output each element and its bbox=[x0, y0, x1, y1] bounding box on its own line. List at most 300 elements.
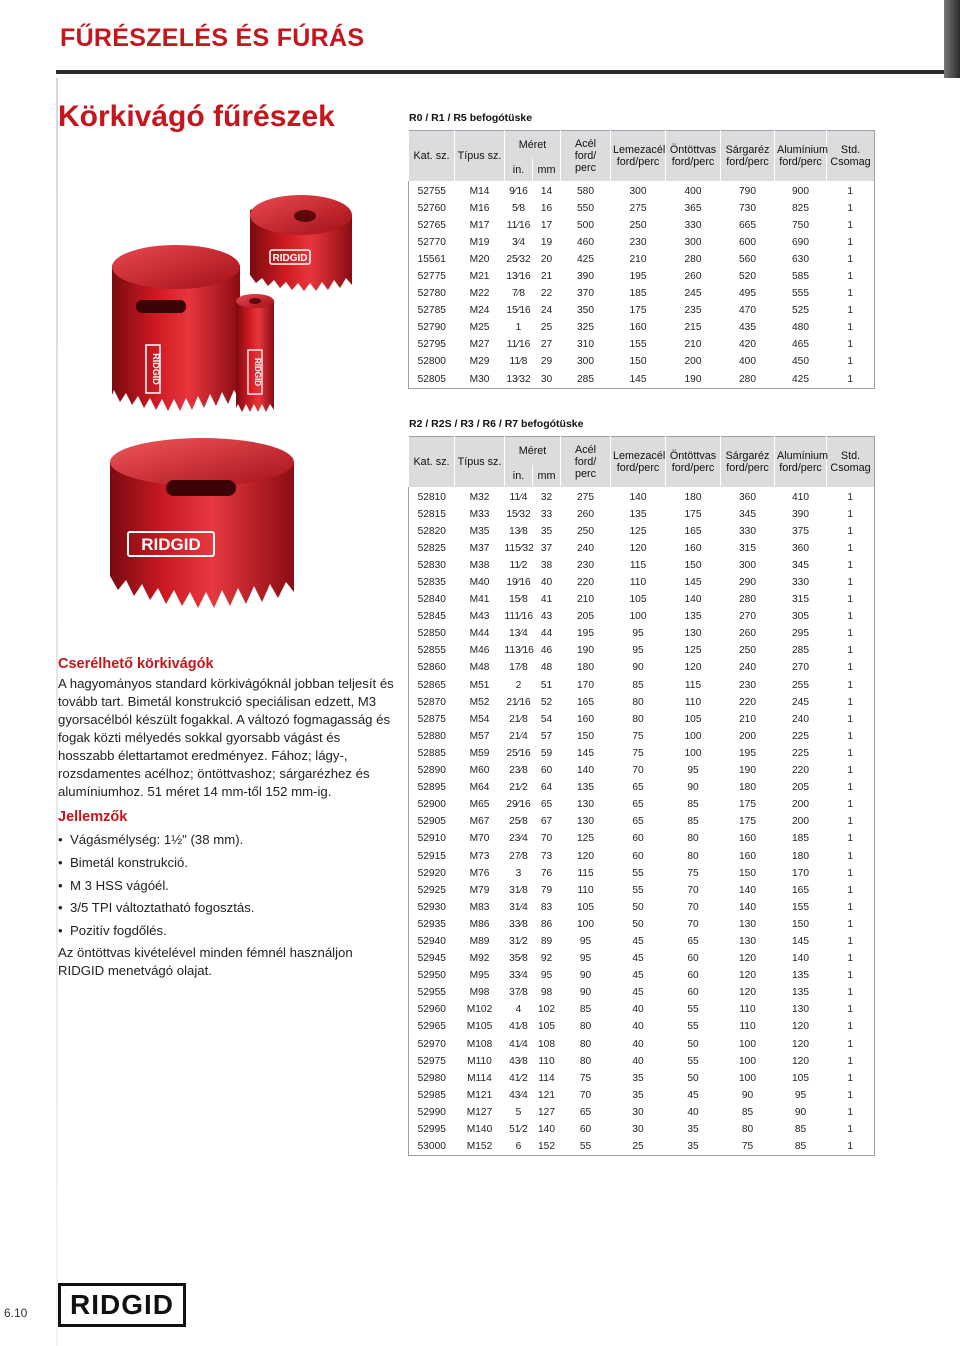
cell-sheet-rpm: 45 bbox=[632, 935, 644, 947]
cell-size-in: 41⁄2 bbox=[509, 1072, 528, 1084]
col-header-acel: Acél ford/ perc bbox=[561, 131, 611, 181]
cell-steel-rpm: 130 bbox=[577, 816, 595, 828]
cell-type-no: M140 bbox=[466, 1124, 493, 1136]
cell-size-in: 23⁄4 bbox=[509, 833, 528, 845]
table-row bbox=[409, 1104, 875, 1121]
cell-std-pack: 1 bbox=[847, 594, 854, 606]
cell-steel-rpm: 160 bbox=[577, 713, 595, 725]
cell-castiron-rpm: 60 bbox=[687, 970, 699, 982]
cell-alu-rpm: 90 bbox=[794, 1106, 807, 1118]
cell-brass-rpm: 360 bbox=[739, 491, 757, 503]
cell-std-pack: 1 bbox=[847, 1021, 854, 1033]
cell-type-no: M27 bbox=[469, 339, 490, 351]
cell-std-pack: 1 bbox=[847, 679, 854, 691]
cell-type-no: M21 bbox=[469, 271, 490, 283]
cell-sheet-rpm: 65 bbox=[632, 799, 644, 811]
cell-sheet-rpm: 30 bbox=[632, 1106, 644, 1118]
cell-brass-rpm: 240 bbox=[739, 662, 757, 674]
cell-castiron-rpm: 85 bbox=[687, 799, 699, 811]
cell-alu-rpm: 240 bbox=[792, 713, 810, 725]
table-row bbox=[409, 847, 875, 864]
cell-brass-rpm: 90 bbox=[741, 1089, 754, 1101]
table2-caption: R2 / R2S / R3 / R6 / R7 befogótüske bbox=[409, 418, 584, 430]
cell-alu-rpm: 450 bbox=[792, 356, 810, 368]
cell-size-in: 115⁄32 bbox=[504, 542, 534, 554]
cell-std-pack: 1 bbox=[847, 1106, 854, 1118]
cell-castiron-rpm: 210 bbox=[684, 339, 702, 351]
table-row bbox=[409, 251, 875, 268]
col-header-mm: mm bbox=[533, 465, 561, 487]
cell-castiron-rpm: 165 bbox=[684, 525, 702, 537]
cell-castiron-rpm: 80 bbox=[687, 833, 699, 845]
cell-castiron-rpm: 115 bbox=[684, 679, 702, 691]
cell-sheet-rpm: 185 bbox=[629, 288, 647, 300]
cell-castiron-rpm: 245 bbox=[684, 288, 702, 300]
table-row bbox=[409, 694, 875, 711]
cell-castiron-rpm: 45 bbox=[687, 1089, 699, 1101]
feature-item: • Vágásmélység: 1½" (38 mm). bbox=[58, 829, 398, 852]
cell-castiron-rpm: 190 bbox=[684, 373, 702, 385]
cell-size-mm: 89 bbox=[540, 935, 553, 947]
cell-sheet-rpm: 175 bbox=[629, 305, 647, 317]
cell-type-no: M32 bbox=[469, 491, 490, 503]
cell-cat-no: 52950 bbox=[417, 970, 446, 982]
cell-alu-rpm: 85 bbox=[794, 1124, 807, 1136]
cell-std-pack: 1 bbox=[847, 219, 854, 231]
bullet-icon: • bbox=[58, 877, 63, 893]
cell-sheet-rpm: 135 bbox=[629, 508, 647, 520]
bullet-icon: • bbox=[58, 832, 63, 847]
cell-type-no: M83 bbox=[469, 901, 490, 913]
cell-size-mm: 152 bbox=[538, 1141, 555, 1153]
table-row bbox=[409, 830, 875, 847]
cell-cat-no: 15561 bbox=[417, 253, 446, 265]
cell-alu-rpm: 315 bbox=[792, 594, 810, 606]
cell-brass-rpm: 100 bbox=[739, 1072, 757, 1084]
cell-castiron-rpm: 55 bbox=[687, 1004, 699, 1016]
cell-type-no: M51 bbox=[469, 679, 490, 691]
cell-size-mm: 51 bbox=[540, 679, 553, 691]
cell-size-in: 41⁄4 bbox=[509, 1038, 528, 1050]
cell-alu-rpm: 390 bbox=[792, 508, 810, 520]
cell-sheet-rpm: 60 bbox=[632, 850, 644, 862]
cell-alu-rpm: 255 bbox=[792, 679, 810, 691]
table-row bbox=[409, 574, 875, 591]
cell-type-no: M152 bbox=[466, 1141, 493, 1153]
cell-size-in: 21⁄8 bbox=[509, 713, 528, 725]
cell-size-mm: 33 bbox=[540, 508, 553, 520]
cell-size-mm: 46 bbox=[540, 645, 553, 657]
cell-alu-rpm: 130 bbox=[792, 1004, 810, 1016]
cell-castiron-rpm: 330 bbox=[684, 219, 702, 231]
cell-alu-rpm: 295 bbox=[792, 628, 810, 640]
table-row bbox=[409, 217, 875, 234]
cell-std-pack: 1 bbox=[847, 356, 854, 368]
cell-steel-rpm: 120 bbox=[577, 850, 595, 862]
cell-steel-rpm: 85 bbox=[579, 1004, 592, 1016]
cell-castiron-rpm: 300 bbox=[684, 236, 702, 248]
cell-brass-rpm: 330 bbox=[739, 525, 757, 537]
cell-steel-rpm: 285 bbox=[577, 373, 595, 385]
cell-std-pack: 1 bbox=[847, 816, 854, 828]
cell-sheet-rpm: 155 bbox=[629, 339, 647, 351]
cell-castiron-rpm: 70 bbox=[687, 884, 699, 896]
cell-type-no: M73 bbox=[469, 850, 490, 862]
cell-size-in: 25⁄8 bbox=[509, 816, 528, 828]
cell-cat-no: 52945 bbox=[417, 953, 446, 965]
cell-size-in: 1 bbox=[515, 322, 522, 334]
cell-std-pack: 1 bbox=[847, 645, 854, 657]
cell-steel-rpm: 240 bbox=[577, 542, 595, 554]
cell-type-no: M35 bbox=[469, 525, 490, 537]
table-row bbox=[409, 711, 875, 728]
cell-std-pack: 1 bbox=[847, 253, 854, 265]
col-header-tipus: Típus sz. bbox=[455, 131, 505, 181]
cell-alu-rpm: 345 bbox=[792, 559, 810, 571]
table-row bbox=[409, 865, 875, 882]
cell-castiron-rpm: 110 bbox=[684, 696, 702, 708]
cell-cat-no: 52930 bbox=[417, 901, 446, 913]
cell-castiron-rpm: 125 bbox=[684, 645, 702, 657]
cell-brass-rpm: 100 bbox=[739, 1055, 757, 1067]
cell-brass-rpm: 495 bbox=[739, 288, 757, 300]
cell-steel-rpm: 190 bbox=[577, 645, 595, 657]
cell-size-mm: 65 bbox=[540, 799, 553, 811]
cell-sheet-rpm: 35 bbox=[632, 1089, 644, 1101]
cell-castiron-rpm: 235 bbox=[684, 305, 702, 317]
cell-cat-no: 52870 bbox=[417, 696, 446, 708]
cell-type-no: M46 bbox=[469, 645, 490, 657]
cell-brass-rpm: 120 bbox=[739, 953, 757, 965]
cell-size-in: 7⁄8 bbox=[511, 288, 526, 300]
cell-std-pack: 1 bbox=[847, 628, 854, 640]
cell-alu-rpm: 225 bbox=[792, 730, 810, 742]
cell-size-mm: 114 bbox=[538, 1072, 555, 1084]
cell-size-in: 11⁄4 bbox=[509, 491, 528, 503]
cell-type-no: M59 bbox=[469, 747, 490, 759]
cell-cat-no: 52940 bbox=[417, 935, 446, 947]
cell-castiron-rpm: 180 bbox=[684, 491, 702, 503]
table-row bbox=[409, 1121, 875, 1138]
cell-size-in: 9⁄16 bbox=[509, 185, 528, 197]
corner-accent bbox=[944, 0, 960, 78]
cell-brass-rpm: 345 bbox=[739, 508, 757, 520]
cell-alu-rpm: 200 bbox=[792, 816, 810, 828]
cell-steel-rpm: 90 bbox=[579, 987, 592, 999]
cell-brass-rpm: 130 bbox=[739, 918, 757, 930]
cell-brass-rpm: 110 bbox=[739, 1004, 756, 1016]
table-row bbox=[409, 1001, 875, 1018]
cell-type-no: M65 bbox=[469, 799, 490, 811]
col-header-aluminium: Alumínium ford/perc bbox=[775, 131, 827, 181]
cell-std-pack: 1 bbox=[847, 730, 854, 742]
cell-steel-rpm: 135 bbox=[577, 782, 595, 794]
cell-steel-rpm: 205 bbox=[577, 611, 595, 623]
cell-steel-rpm: 110 bbox=[577, 884, 594, 896]
cell-steel-rpm: 95 bbox=[579, 935, 592, 947]
cell-size-in: 11⁄16 bbox=[506, 219, 531, 231]
cell-cat-no: 52905 bbox=[417, 816, 446, 828]
table-row bbox=[409, 762, 875, 779]
cell-castiron-rpm: 40 bbox=[687, 1106, 699, 1118]
cell-size-mm: 105 bbox=[538, 1021, 555, 1033]
cell-steel-rpm: 390 bbox=[577, 271, 595, 283]
cell-cat-no: 52825 bbox=[417, 542, 446, 554]
cell-alu-rpm: 180 bbox=[792, 850, 810, 862]
cell-steel-rpm: 70 bbox=[579, 1089, 592, 1101]
cell-alu-rpm: 85 bbox=[794, 1141, 807, 1153]
cell-size-in: 29⁄16 bbox=[506, 799, 531, 811]
cell-sheet-rpm: 105 bbox=[629, 594, 647, 606]
cell-size-mm: 48 bbox=[540, 662, 553, 674]
cell-cat-no: 52790 bbox=[417, 322, 446, 334]
cell-castiron-rpm: 95 bbox=[687, 765, 699, 777]
cell-type-no: M121 bbox=[466, 1089, 493, 1101]
table-row bbox=[409, 642, 875, 659]
cell-type-no: M60 bbox=[469, 765, 490, 777]
cell-std-pack: 1 bbox=[847, 508, 854, 520]
table-row bbox=[409, 659, 875, 676]
col-header-sargarez: Sárgaréz ford/perc bbox=[721, 437, 775, 487]
table-row bbox=[409, 1070, 875, 1087]
cell-type-no: M17 bbox=[469, 219, 490, 231]
cell-size-mm: 22 bbox=[540, 288, 553, 300]
table-row bbox=[409, 933, 875, 950]
cell-sheet-rpm: 55 bbox=[632, 884, 644, 896]
table-row bbox=[409, 353, 875, 370]
cell-type-no: M16 bbox=[469, 202, 490, 214]
cell-sheet-rpm: 90 bbox=[632, 662, 644, 674]
cell-alu-rpm: 120 bbox=[792, 1038, 810, 1050]
cell-std-pack: 1 bbox=[847, 1072, 854, 1084]
cell-type-no: M29 bbox=[469, 356, 490, 368]
cell-size-mm: 108 bbox=[538, 1038, 555, 1050]
cell-size-mm: 41 bbox=[540, 594, 553, 606]
col-header-aluminium: Alumínium ford/perc bbox=[775, 437, 827, 487]
cell-type-no: M89 bbox=[469, 935, 490, 947]
cell-size-in: 6 bbox=[515, 1141, 522, 1153]
cell-std-pack: 1 bbox=[847, 288, 854, 300]
cell-type-no: M19 bbox=[469, 236, 490, 248]
features-list bbox=[58, 829, 398, 943]
cell-cat-no: 52765 bbox=[417, 219, 446, 231]
cell-size-mm: 83 bbox=[540, 901, 553, 913]
cell-brass-rpm: 100 bbox=[739, 1038, 757, 1050]
cell-alu-rpm: 120 bbox=[792, 1021, 810, 1033]
cell-std-pack: 1 bbox=[847, 713, 854, 725]
table-row bbox=[409, 813, 875, 830]
cell-sheet-rpm: 110 bbox=[629, 577, 647, 589]
cell-alu-rpm: 330 bbox=[792, 577, 810, 589]
cell-cat-no: 52890 bbox=[417, 765, 446, 777]
cell-size-mm: 52 bbox=[540, 696, 553, 708]
cell-sheet-rpm: 80 bbox=[632, 696, 644, 708]
cell-type-no: M70 bbox=[469, 833, 490, 845]
cell-size-in: 13⁄8 bbox=[509, 525, 528, 537]
cell-size-in: 21⁄16 bbox=[506, 696, 531, 708]
cell-type-no: M127 bbox=[466, 1106, 493, 1118]
cell-sheet-rpm: 25 bbox=[632, 1141, 644, 1153]
cell-castiron-rpm: 150 bbox=[684, 559, 702, 571]
cell-sheet-rpm: 70 bbox=[632, 765, 644, 777]
svg-text:RIDGID: RIDGID bbox=[253, 358, 262, 386]
cell-std-pack: 1 bbox=[847, 833, 854, 845]
cell-std-pack: 1 bbox=[847, 185, 854, 197]
cell-std-pack: 1 bbox=[847, 935, 854, 947]
cell-size-in: 43⁄8 bbox=[509, 1055, 528, 1067]
cell-cat-no: 52995 bbox=[417, 1124, 446, 1136]
cell-std-pack: 1 bbox=[847, 1055, 854, 1067]
cell-size-mm: 57 bbox=[540, 730, 553, 742]
cell-cat-no: 52850 bbox=[417, 628, 446, 640]
cell-size-in: 31⁄2 bbox=[509, 935, 528, 947]
cell-brass-rpm: 230 bbox=[739, 679, 757, 691]
cell-cat-no: 52895 bbox=[417, 782, 446, 794]
cell-size-mm: 54 bbox=[540, 713, 553, 725]
col-header-ontottvas: Öntöttvas ford/perc bbox=[666, 131, 721, 181]
cell-type-no: M76 bbox=[469, 867, 490, 879]
cell-size-mm: 21 bbox=[540, 271, 553, 283]
cell-brass-rpm: 280 bbox=[739, 594, 757, 606]
cell-castiron-rpm: 215 bbox=[684, 322, 702, 334]
table-row bbox=[409, 268, 875, 285]
cell-size-in: 27⁄8 bbox=[509, 850, 528, 862]
cell-steel-rpm: 500 bbox=[577, 219, 595, 231]
cell-castiron-rpm: 105 bbox=[684, 713, 702, 725]
cell-castiron-rpm: 175 bbox=[684, 508, 702, 520]
cell-alu-rpm: 465 bbox=[792, 339, 810, 351]
cell-sheet-rpm: 210 bbox=[629, 253, 647, 265]
cell-steel-rpm: 195 bbox=[577, 628, 595, 640]
col-header-meret: Méret bbox=[505, 131, 561, 159]
table-row bbox=[409, 1036, 875, 1053]
cell-cat-no: 52985 bbox=[417, 1089, 446, 1101]
cell-castiron-rpm: 90 bbox=[687, 782, 699, 794]
svg-text:RIDGID: RIDGID bbox=[141, 535, 201, 554]
svg-text:RIDGID: RIDGID bbox=[151, 353, 161, 385]
col-header-std: Std. Csomag bbox=[827, 131, 875, 181]
cell-sheet-rpm: 275 bbox=[629, 202, 647, 214]
cell-brass-rpm: 180 bbox=[739, 782, 757, 794]
cell-sheet-rpm: 40 bbox=[632, 1004, 644, 1016]
cell-sheet-rpm: 45 bbox=[632, 953, 644, 965]
cell-sheet-rpm: 65 bbox=[632, 782, 644, 794]
cell-castiron-rpm: 55 bbox=[687, 1055, 699, 1067]
cell-cat-no: 52855 bbox=[417, 645, 446, 657]
cell-size-in: 11⁄2 bbox=[509, 559, 528, 571]
cell-brass-rpm: 560 bbox=[739, 253, 757, 265]
cell-sheet-rpm: 150 bbox=[629, 356, 647, 368]
cell-castiron-rpm: 60 bbox=[687, 953, 699, 965]
cell-std-pack: 1 bbox=[847, 202, 854, 214]
cell-alu-rpm: 165 bbox=[792, 884, 810, 896]
brand-label: RIDGID bbox=[272, 253, 308, 264]
table-row bbox=[409, 371, 875, 389]
cell-brass-rpm: 270 bbox=[739, 611, 757, 623]
cell-size-in: 43⁄4 bbox=[509, 1089, 528, 1101]
cell-std-pack: 1 bbox=[847, 271, 854, 283]
col-header-meret: Méret bbox=[505, 437, 561, 465]
cell-sheet-rpm: 40 bbox=[632, 1055, 644, 1067]
cell-sheet-rpm: 85 bbox=[632, 679, 644, 691]
cell-brass-rpm: 315 bbox=[739, 542, 757, 554]
cell-alu-rpm: 480 bbox=[792, 322, 810, 334]
cell-brass-rpm: 520 bbox=[739, 271, 757, 283]
cell-brass-rpm: 75 bbox=[741, 1141, 754, 1153]
features-heading: Jellemzők bbox=[58, 809, 128, 825]
cell-cat-no: 52795 bbox=[417, 339, 446, 351]
cell-alu-rpm: 425 bbox=[792, 373, 810, 385]
cell-type-no: M110 bbox=[467, 1055, 492, 1067]
cell-size-in: 15⁄16 bbox=[506, 305, 531, 317]
cell-alu-rpm: 95 bbox=[794, 1089, 807, 1101]
cell-sheet-rpm: 60 bbox=[632, 833, 644, 845]
cell-brass-rpm: 400 bbox=[739, 356, 757, 368]
cell-brass-rpm: 260 bbox=[739, 628, 757, 640]
cell-sheet-rpm: 230 bbox=[629, 236, 647, 248]
cell-steel-rpm: 55 bbox=[579, 1141, 592, 1153]
cell-cat-no: 52840 bbox=[417, 594, 446, 606]
cell-alu-rpm: 120 bbox=[792, 1055, 810, 1067]
table-row bbox=[409, 557, 875, 574]
cell-size-mm: 140 bbox=[538, 1124, 555, 1136]
cell-castiron-rpm: 35 bbox=[687, 1124, 699, 1136]
cell-alu-rpm: 155 bbox=[792, 901, 810, 913]
cell-sheet-rpm: 140 bbox=[629, 491, 647, 503]
cell-brass-rpm: 200 bbox=[739, 730, 757, 742]
table-row bbox=[409, 506, 875, 523]
cell-castiron-rpm: 130 bbox=[684, 628, 702, 640]
col-header-kat: Kat. sz. bbox=[409, 131, 455, 181]
cell-cat-no: 52935 bbox=[417, 918, 446, 930]
description-heading: Cserélhető körkivágók bbox=[58, 656, 214, 672]
cell-alu-rpm: 410 bbox=[792, 491, 810, 503]
bullet-icon: • bbox=[58, 923, 63, 939]
cell-size-mm: 59 bbox=[540, 747, 553, 759]
cell-steel-rpm: 130 bbox=[577, 799, 595, 811]
cell-castiron-rpm: 400 bbox=[684, 185, 702, 197]
cell-alu-rpm: 150 bbox=[792, 918, 810, 930]
cell-cat-no: 52885 bbox=[417, 747, 446, 759]
ridgid-logo bbox=[58, 1283, 186, 1327]
cell-alu-rpm: 200 bbox=[792, 799, 810, 811]
cell-castiron-rpm: 50 bbox=[687, 1072, 699, 1084]
section-title: FŰRÉSZELÉS ÉS FÚRÁS bbox=[60, 24, 365, 52]
cell-std-pack: 1 bbox=[847, 1038, 854, 1050]
cell-size-mm: 32 bbox=[540, 491, 553, 503]
cell-sheet-rpm: 75 bbox=[632, 747, 644, 759]
cell-size-in: 5⁄8 bbox=[511, 202, 526, 214]
cell-std-pack: 1 bbox=[847, 850, 854, 862]
cell-size-in: 3⁄4 bbox=[511, 236, 526, 248]
hole-saw-photo-small bbox=[100, 170, 400, 430]
cell-steel-rpm: 310 bbox=[577, 339, 595, 351]
cell-brass-rpm: 175 bbox=[739, 816, 757, 828]
cell-size-mm: 92 bbox=[540, 953, 553, 965]
cell-brass-rpm: 250 bbox=[739, 645, 757, 657]
cell-size-in: 13⁄16 bbox=[506, 271, 531, 283]
cell-cat-no: 52820 bbox=[417, 525, 446, 537]
cell-size-in: 113⁄16 bbox=[504, 645, 534, 657]
cell-cat-no: 52810 bbox=[417, 491, 446, 503]
cell-size-mm: 17 bbox=[540, 219, 553, 231]
cell-size-mm: 95 bbox=[540, 970, 553, 982]
cell-steel-rpm: 100 bbox=[577, 918, 595, 930]
cell-sheet-rpm: 115 bbox=[629, 559, 647, 571]
cell-castiron-rpm: 280 bbox=[684, 253, 702, 265]
cell-type-no: M114 bbox=[467, 1072, 492, 1084]
table-row bbox=[409, 200, 875, 217]
